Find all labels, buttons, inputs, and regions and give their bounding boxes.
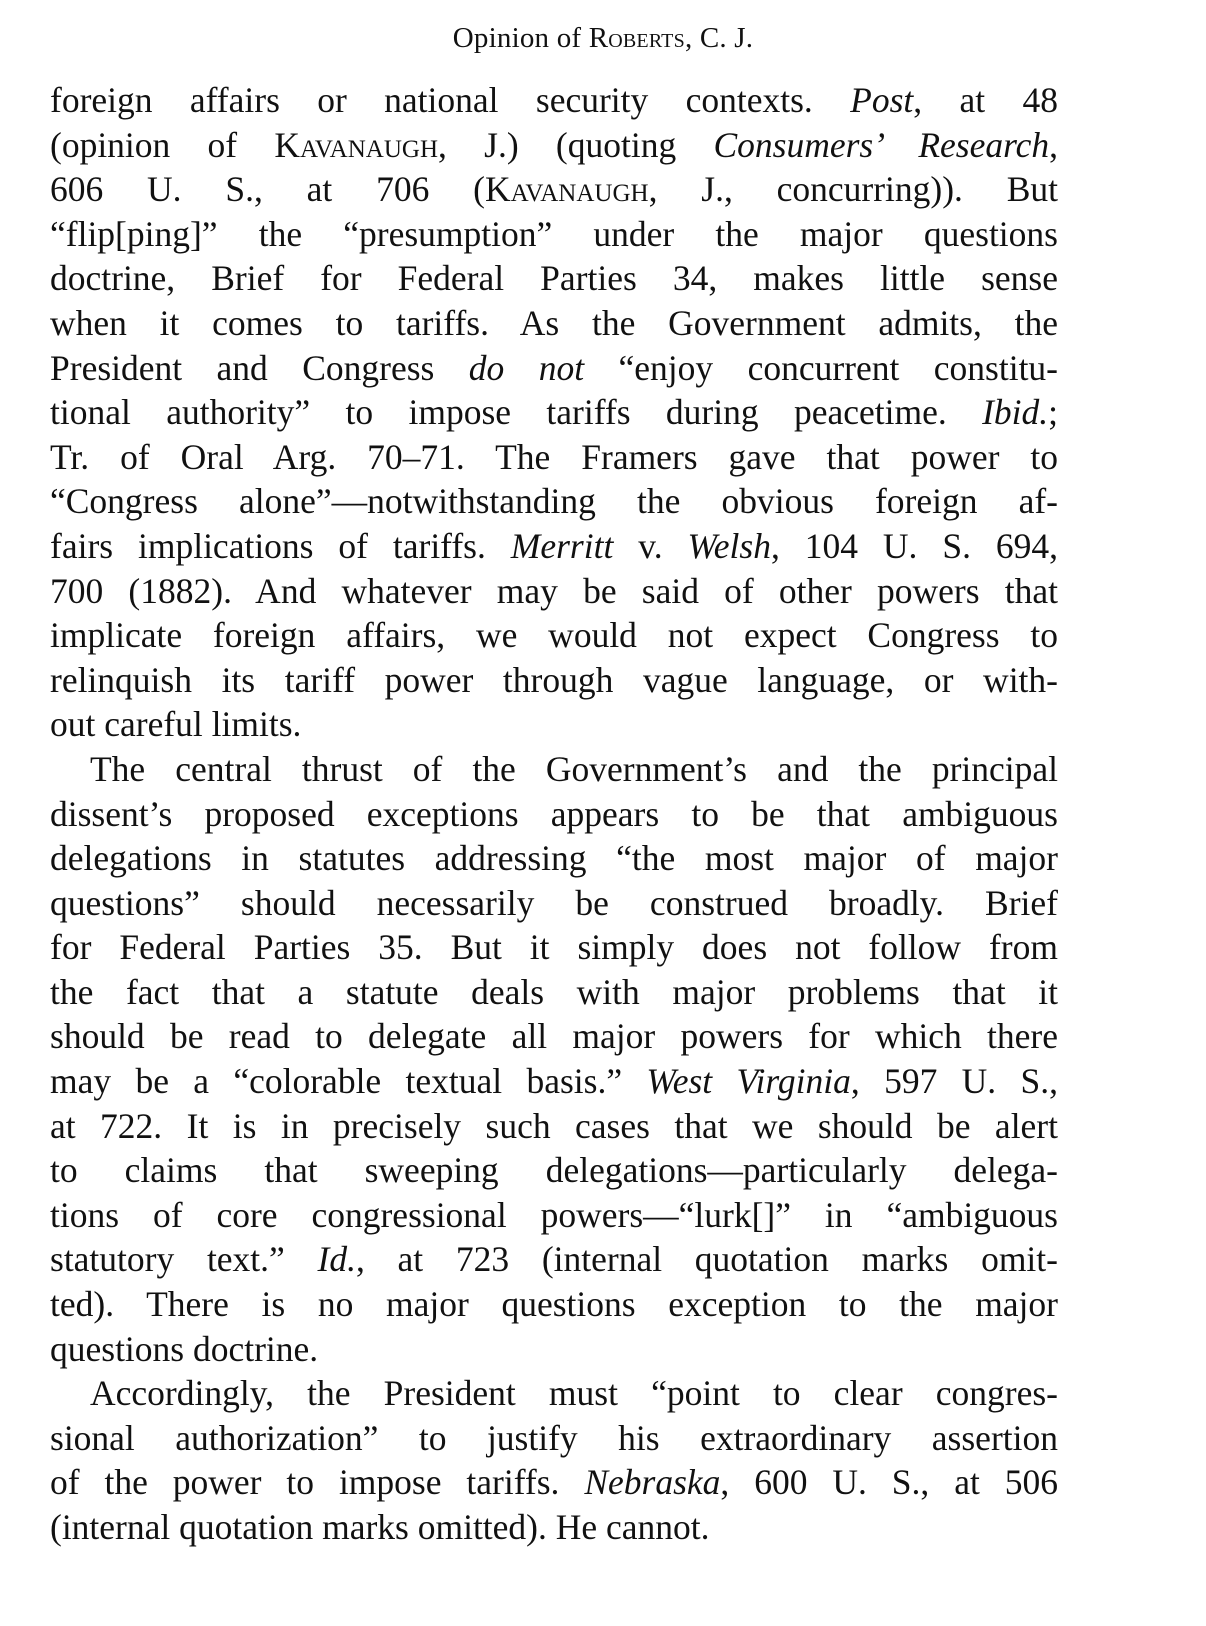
text-segment: “enjoy concurrent constitu-	[584, 347, 1058, 388]
text-line	[50, 1059, 1058, 1104]
citation-italic: Consumers’ Research	[713, 124, 1050, 165]
text-segment: , 104 U. S. 694,	[770, 525, 1058, 566]
text-segment: (internal quotation marks omitted). He cannot.	[50, 1507, 710, 1547]
text-segment: dissent’s proposed exceptions appears to be that ambiguous	[50, 793, 1058, 834]
opinion-body	[50, 78, 1058, 1550]
text-line	[50, 702, 1058, 747]
text-segment: “flip[ping]” the “presumption” under the major questions	[50, 213, 1058, 254]
citation-italic: Welsh	[687, 525, 771, 566]
text-segment: Tr. of Oral Arg. 70–71. The Framers gave that power to	[50, 436, 1058, 477]
text-segment: for Federal Parties 35. But it simply does not follow from	[50, 927, 1058, 968]
citation-italic: Ibid.	[982, 392, 1049, 433]
text-line	[50, 836, 1058, 881]
page-header	[0, 18, 1206, 58]
header-justice-name: Roberts	[588, 22, 685, 54]
text-line	[50, 167, 1058, 212]
text-line	[50, 1505, 1058, 1550]
text-line	[50, 1416, 1058, 1461]
text-line	[50, 569, 1058, 614]
text-line	[50, 212, 1058, 257]
text-line	[50, 123, 1058, 168]
citation-italic: Merritt	[510, 525, 614, 566]
text-segment: implicate foreign affairs, we would not expect Congress to	[50, 615, 1058, 656]
text-line	[50, 435, 1058, 480]
text-segment: Accordingly, the President must “point to clear congres-	[90, 1373, 1058, 1414]
text-segment: tional authority” to impose tariffs during peacetime.	[50, 392, 983, 433]
text-segment: questions doctrine.	[50, 1328, 319, 1369]
text-line	[50, 390, 1058, 435]
header-prefix: Opinion of	[452, 22, 589, 54]
text-segment: , 597 U. S.,	[850, 1061, 1058, 1102]
text-line	[50, 881, 1058, 926]
text-segment: , J.) (quoting	[438, 124, 714, 165]
text-segment: questions” should necessarily be construed broadly. Brief	[50, 882, 1058, 923]
citation-italic: do not	[468, 347, 585, 388]
text-segment: “Congress alone”—notwithstanding the obvious foreign af-	[50, 481, 1058, 522]
text-line	[50, 1460, 1058, 1505]
text-line	[50, 1371, 1058, 1416]
text-segment: ,	[1049, 124, 1058, 165]
text-segment: ted). There is no major questions exception to the major	[50, 1284, 1058, 1325]
paragraph	[50, 1371, 1058, 1549]
text-line	[50, 1193, 1058, 1238]
text-line	[50, 1327, 1058, 1372]
text-segment: v.	[613, 525, 688, 566]
header-suffix: , C. J.	[684, 22, 754, 54]
text-line	[50, 301, 1058, 346]
text-segment: , at 723 (internal quotation marks omit-	[355, 1239, 1058, 1280]
text-line	[50, 1148, 1058, 1193]
citation-italic: Post	[850, 80, 914, 120]
text-line	[50, 970, 1058, 1015]
text-segment: 700 (1882). And whatever may be said of other powers that	[50, 570, 1058, 611]
text-segment: when it comes to tariffs. As the Government admits, the	[50, 302, 1058, 343]
text-segment: ;	[1048, 392, 1058, 433]
text-segment: foreign affairs or national security contexts.	[50, 80, 851, 120]
text-segment: doctrine, Brief for Federal Parties 34, makes little sense	[50, 258, 1058, 299]
text-line	[50, 1282, 1058, 1327]
text-segment: , J., concurring)). But	[648, 169, 1058, 210]
text-segment: to claims that sweeping delegations—particularly delega-	[50, 1150, 1058, 1191]
text-line	[50, 658, 1058, 703]
text-line	[50, 256, 1058, 301]
text-segment: may be a “colorable textual basis.”	[50, 1061, 647, 1102]
citation-italic: Nebraska	[584, 1462, 721, 1503]
text-segment: , 600 U. S., at 506	[720, 1462, 1058, 1503]
text-line	[50, 613, 1058, 658]
text-segment: President and Congress	[50, 347, 469, 388]
text-line	[50, 78, 1058, 123]
text-line	[50, 346, 1058, 391]
text-segment: relinquish its tariff power through vague language, or with-	[50, 659, 1058, 700]
text-segment: fairs implications of tariffs.	[50, 525, 511, 566]
text-segment: tions of core congressional powers—“lurk[]” in “ambiguous	[50, 1194, 1058, 1235]
text-segment: of the power to impose tariffs.	[50, 1462, 585, 1503]
citation-italic: West Virginia	[646, 1061, 851, 1102]
text-segment: , at 48	[913, 80, 1058, 120]
justice-name: Kavanaugh	[274, 124, 439, 165]
text-line	[50, 524, 1058, 569]
text-line	[50, 747, 1058, 792]
text-segment: (opinion of	[50, 124, 275, 165]
paragraph	[50, 78, 1058, 747]
text-segment: should be read to delegate all major powers for which there	[50, 1016, 1058, 1057]
text-line	[50, 1014, 1058, 1059]
text-segment: out careful limits.	[50, 704, 302, 745]
justice-name: Kavanaugh	[484, 169, 649, 210]
text-segment: statutory text.”	[50, 1239, 318, 1280]
citation-italic: Id.	[317, 1239, 356, 1280]
text-line	[50, 925, 1058, 970]
text-segment: at 722. It is in precisely such cases that we should be alert	[50, 1105, 1058, 1146]
paragraph	[50, 747, 1058, 1371]
text-segment: sional authorization” to justify his extraordinary assertion	[50, 1417, 1058, 1458]
text-segment: delegations in statutes addressing “the most major of major	[50, 838, 1058, 879]
text-segment: the fact that a statute deals with major problems that it	[50, 971, 1058, 1012]
text-line	[50, 1104, 1058, 1149]
text-segment: The central thrust of the Government’s and the principal	[90, 748, 1058, 789]
text-line	[50, 479, 1058, 524]
text-line	[50, 792, 1058, 837]
text-line	[50, 1237, 1058, 1282]
text-segment: 606 U. S., at 706 (	[50, 169, 485, 210]
